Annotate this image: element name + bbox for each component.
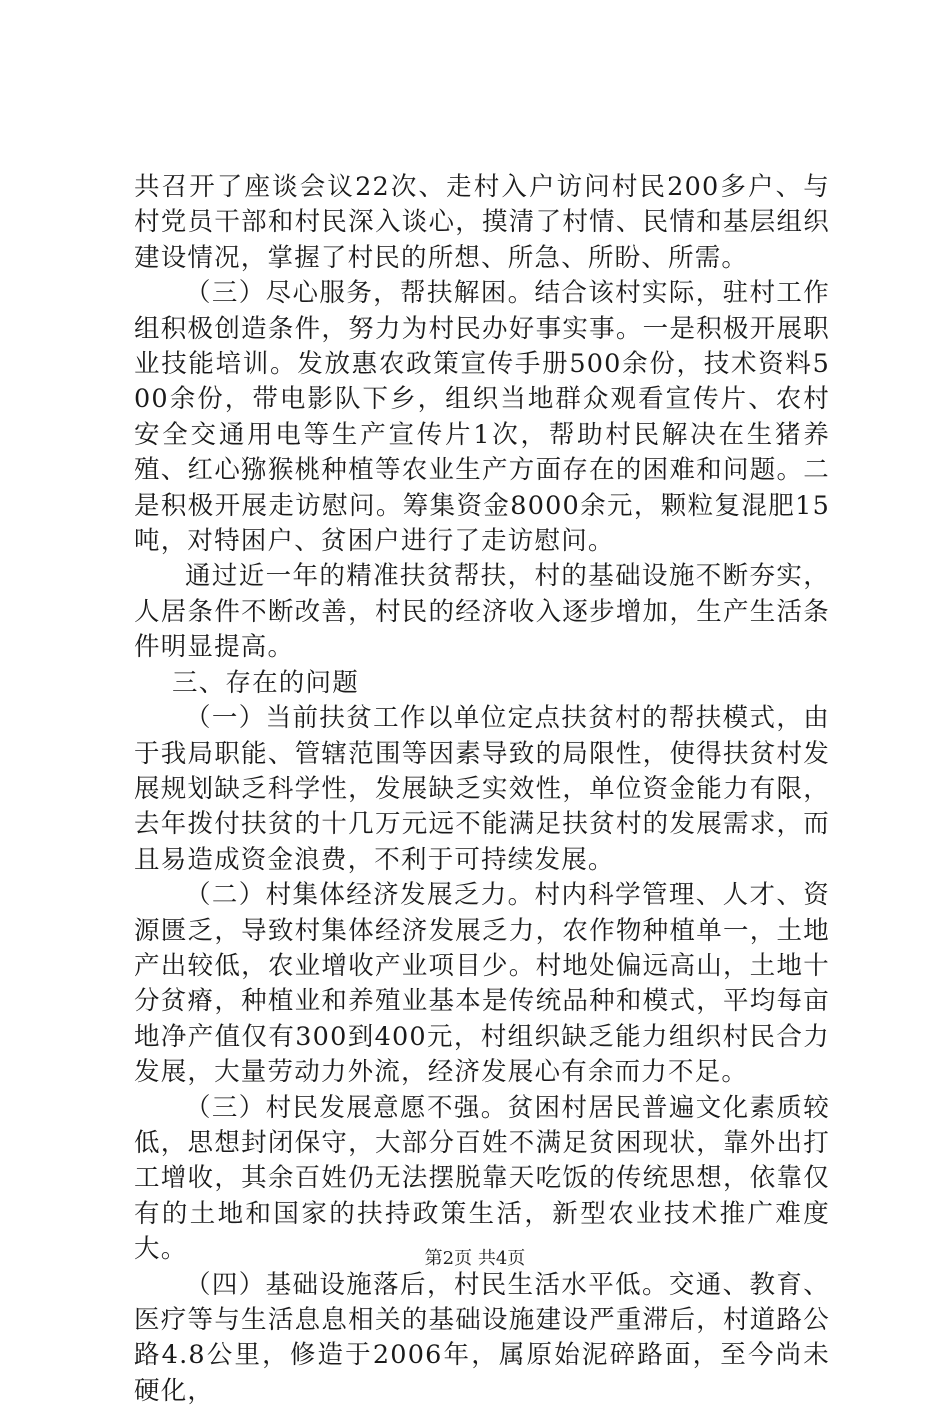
paragraph-meetings: 共召开了座谈会议22次、走村入户访问村民200多户、与村党员干部和村民深入谈心，摸清了村情、民情和基层组织建设情况，掌握了村民的所想、所急、所盼、所需。	[134, 172, 830, 273]
paragraph-problem-4: （四）基础设施落后，村民生活水平低。交通、教育、医疗等与生活息息相关的基础设施建设严重滞后，村道路公路4.8公里，修造于2006年，属原始泥碎路面，至今尚未硬化，	[134, 1269, 830, 1406]
paragraph-results: 通过近一年的精准扶贫帮扶，村的基础设施不断夯实，人居条件不断改善，村民的经济收入逐步增加，生产生活条件明显提高。	[134, 561, 830, 663]
section-heading-problems: 三、存在的问题	[172, 667, 359, 698]
paragraph-problem-1: （一）当前扶贫工作以单位定点扶贫村的帮扶模式，由于我局职能、管辖范围等因素导致的局限性，使得扶贫村发展规划缺乏科学性，发展缺乏实效性，单位资金能力有限，去年拨付扶贫的十几万元远不能满足扶贫村的发展需求，而且易造成资金浪费，不利于可持续发展。	[134, 703, 830, 875]
document-body	[134, 170, 830, 1409]
paragraph-service-support: （三）尽心服务，帮扶解困。结合该村实际，驻村工作组积极创造条件，努力为村民办好事实事。一是积极开展职业技能培训。发放惠农政策宣传手册500余份，技术资料500余份，带电影队下乡，组织当地群众观看宣传片、农村安全交通用电等生产宣传片1次，帮助村民解决在生猪养殖、红心猕猴桃种植等农业生产方面存在的困难和问题。二是积极开展走访慰问。筹集资金8000余元，颗粒复混肥15吨，对特困户、贫困户进行了走访慰问。	[134, 278, 830, 557]
paragraph-problem-2: （二）村集体经济发展乏力。村内科学管理、人才、资源匮乏，导致村集体经济发展乏力，农作物种植单一，土地产出较低，农业增收产业项目少。村地处偏远高山，土地十分贫瘠，种植业和养殖业基本是传统品种和模式，平均每亩地净产值仅有300到400元，村组织缺乏能力组织村民合力发展，大量劳动力外流，经济发展心有余而力不足。	[134, 880, 830, 1088]
paragraph-problem-3: （三）村民发展意愿不强。贫困村居民普遍文化素质较低，思想封闭保守，大部分百姓不满足贫困现状，靠外出打工增收，其余百姓仍无法摆脱靠天吃饭的传统思想，依靠仅有的土地和国家的扶持政策生活，新型农业技术推广难度大。	[134, 1092, 830, 1265]
page-number-footer: 第2页 共4页	[424, 1248, 526, 1269]
